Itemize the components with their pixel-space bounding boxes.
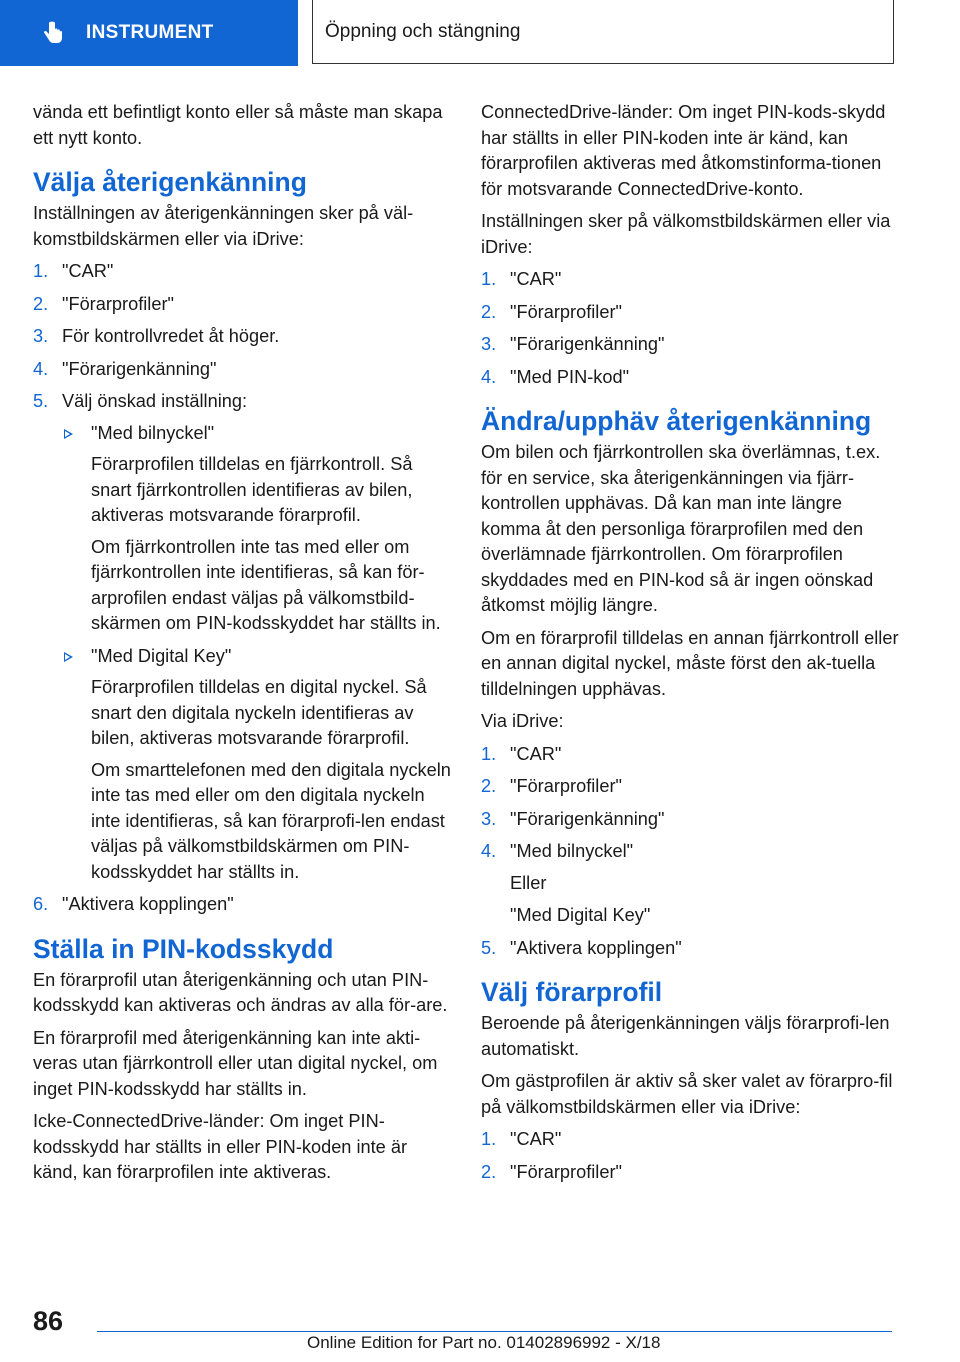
paragraph: Beroende på återigenkänningen väljs förarprofi-len automatiskt. xyxy=(481,1013,890,1059)
section-tab xyxy=(312,0,894,64)
page-number: 86 xyxy=(33,1306,64,1336)
list-text: "Aktivera kopplingen" xyxy=(62,894,234,914)
list-number: 4. xyxy=(481,841,497,861)
paragraph: Om en förarprofil tilldelas en annan fjärrkontroll eller en annan digital nyckel, måste först den ak-tuella tilldelningen upphävas. xyxy=(481,627,899,699)
list-text: "Med PIN-kod" xyxy=(510,366,630,387)
triangle-bullet-icon xyxy=(64,429,73,439)
list-number: 2. xyxy=(33,293,49,314)
sub-item-title: "Med bilnyckel" xyxy=(91,422,215,443)
list-number: 3. xyxy=(33,326,49,346)
list-text: "Förarigenkänning" xyxy=(510,808,665,829)
list-text: För kontrollvredet åt höger. xyxy=(62,326,280,346)
page-header xyxy=(0,0,960,66)
paragraph: Inställningen sker på välkomstbildskärmen eller via iDrive: xyxy=(481,211,891,257)
heading-valj-forarprofil: Välj förarprofil xyxy=(481,977,663,1007)
list-item xyxy=(481,267,899,293)
list-number: 1. xyxy=(481,743,497,764)
footer-divider xyxy=(97,1331,892,1332)
list-text: "CAR" xyxy=(510,743,562,764)
steps-list xyxy=(481,742,899,962)
list-number: 3. xyxy=(481,808,497,829)
right-column xyxy=(481,100,899,1192)
left-column xyxy=(33,100,451,1193)
list-text: "CAR" xyxy=(510,1129,562,1149)
paragraph: Förarprofilen tilldelas en digital nyckel. Så snart den digitala nyckeln identifieras av bilen, aktiveras motsvarande förarprofil. xyxy=(91,677,427,748)
list-text: "CAR" xyxy=(62,261,114,281)
list-text: "Förarprofiler" xyxy=(510,776,622,796)
list-item xyxy=(33,357,451,383)
chapter-tab xyxy=(0,0,298,66)
paragraph: Om fjärrkontrollen inte tas med eller om fjärrkontrollen inte identifieras, så kan för-arprofilen endast väljas på välkomstbild-skärmen om PIN-kodsskyddet har ställts in. xyxy=(91,536,441,633)
edition-text: Online Edition for Part no. 01402896992 - X/18 xyxy=(307,1333,661,1352)
list-item xyxy=(481,774,899,800)
list-number: 1. xyxy=(481,269,497,289)
paragraph: Om gästprofilen är aktiv så sker valet av förarpro-fil på välkomstbildskärmen eller via iDrive: xyxy=(481,1071,893,1117)
heading-valja-aterigenkanning: Välja återigenkänning xyxy=(33,167,307,197)
paragraph: Icke-ConnectedDrive-länder: Om inget PIN-kodsskydd har ställts in eller PIN-koden inte är känd, kan förarprofilen inte aktiveras. xyxy=(33,1111,408,1182)
heading-stalla-in-pin: Ställa in PIN-kodsskydd xyxy=(33,933,334,964)
list-number: 4. xyxy=(481,366,497,387)
paragraph: vända ett befintligt konto eller så måste man skapa ett nytt konto. xyxy=(33,102,443,148)
list-number: 2. xyxy=(481,1161,497,1182)
paragraph: Via iDrive: xyxy=(481,711,564,731)
list-text: "Förarigenkänning" xyxy=(62,358,217,379)
paragraph: Inställningen av återigenkänningen sker på väl-komstbildskärmen eller via iDrive: xyxy=(33,203,414,249)
chapter-title: INSTRUMENT xyxy=(86,22,214,43)
steps-list xyxy=(481,1127,899,1185)
page-footer xyxy=(0,1296,960,1362)
list-item xyxy=(33,292,451,318)
hand-pointer-icon xyxy=(40,20,66,46)
paragraph: Om bilen och fjärrkontrollen ska överlämnas, t.ex. för en service, ska återigenkänningen via fjärr-kontrollen upphävas. Då kan man inte längre komma åt den personliga förarprofilen med den överlämnade fjärrkontrollen. Om förarprofilen skyddades med en PIN-kod så är ingen oönskad åtkomst möjlig längre. xyxy=(481,442,881,615)
paragraph: Förarprofilen tilldelas en fjärrkontroll. Så snart fjärrkontrollen identifieras av bilen, aktiveras motsvarande förarprofil. xyxy=(91,454,413,525)
list-text: "Förarigenkänning" xyxy=(510,334,665,354)
paragraph: En förarprofil utan återigenkänning och utan PIN-kodsskydd kan aktiveras och ändras av alla för-are. xyxy=(33,969,448,1015)
list-number: 2. xyxy=(481,776,497,796)
sub-list xyxy=(62,421,451,886)
list-text: "CAR" xyxy=(510,269,562,289)
list-item xyxy=(481,807,899,833)
list-item xyxy=(481,742,899,768)
list-item xyxy=(481,1127,899,1153)
list-continuation: Eller xyxy=(510,872,547,893)
list-text: "Med bilnyckel" xyxy=(510,841,634,861)
list-item xyxy=(33,389,451,885)
list-number: 1. xyxy=(481,1129,497,1149)
list-number: 3. xyxy=(481,334,497,354)
list-continuation: "Med Digital Key" xyxy=(510,905,651,925)
list-number: 5. xyxy=(481,937,497,958)
list-item xyxy=(481,1160,899,1186)
list-text: "Förarprofiler" xyxy=(510,301,622,322)
sub-item xyxy=(62,644,451,886)
list-number: 6. xyxy=(33,894,49,914)
steps-list xyxy=(33,259,451,918)
triangle-bullet-icon xyxy=(64,652,73,662)
paragraph: En förarprofil med återigenkänning kan inte akti-veras utan fjärrkontroll eller utan digital nyckel, om inget PIN-kodsskydd har ställts in. xyxy=(33,1027,438,1099)
steps-list xyxy=(481,267,899,390)
list-item xyxy=(481,936,899,962)
sub-item-title: "Med Digital Key" xyxy=(91,645,232,666)
list-item xyxy=(481,839,899,929)
section-title: Öppning och stängning xyxy=(325,20,521,42)
list-text: "Förarprofiler" xyxy=(62,293,174,314)
list-number: 1. xyxy=(33,261,49,281)
sub-item xyxy=(62,421,451,637)
list-item xyxy=(481,300,899,326)
list-number: 4. xyxy=(33,358,49,379)
list-number: 2. xyxy=(481,301,497,322)
list-item xyxy=(481,332,899,358)
paragraph: Om smarttelefonen med den digitala nyckeln inte tas med eller om den digitala nyckeln inte identifieras, så kan förarprofi-len endast väljas på välkomstbildskärmen om PIN-kodsskyddet har ställts in. xyxy=(91,759,451,882)
list-item xyxy=(33,324,451,350)
list-text: "Aktivera kopplingen" xyxy=(510,937,682,958)
list-text: Välj önskad inställning: xyxy=(62,391,248,411)
heading-andra-upphav: Ändra/upphäv återigenkänning xyxy=(481,406,872,436)
list-number: 5. xyxy=(33,391,49,411)
list-item xyxy=(481,365,899,391)
list-item xyxy=(33,892,451,918)
list-item xyxy=(33,259,451,285)
list-text: "Förarprofiler" xyxy=(510,1161,622,1182)
paragraph: ConnectedDrive-länder: Om inget PIN-kods-skydd har ställts in eller PIN-koden inte är känd, kan förarprofilen aktiveras med åtkomstinforma-tionen för motsvarande ConnectedDrive-konto. xyxy=(481,102,886,199)
